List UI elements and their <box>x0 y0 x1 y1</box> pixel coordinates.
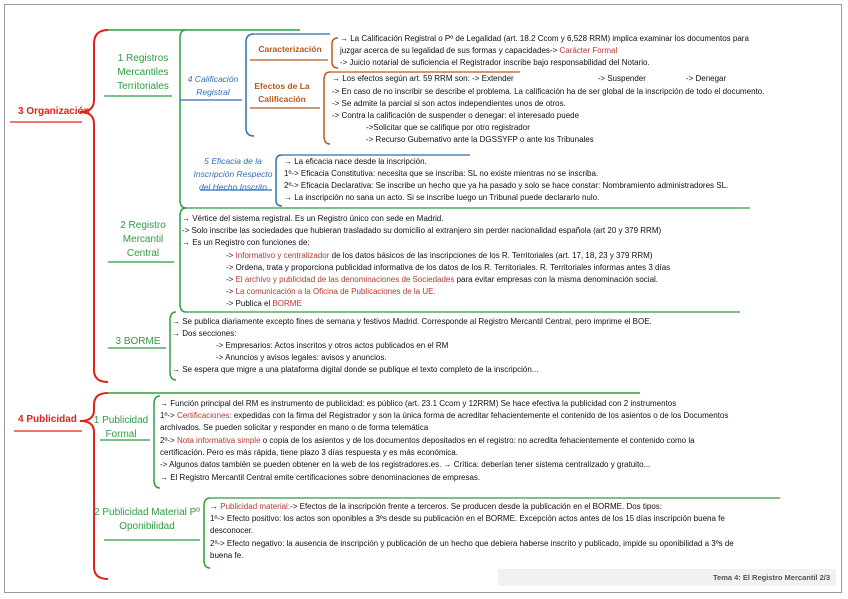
borme-line: → Dos secciones: <box>172 329 237 338</box>
caracterizacion-line: -> Juicio notarial de suficiencia el Registrador inscribe bajo responsabilidad del Notario. <box>340 58 650 67</box>
borme-line: → Se publica diariamente excepto fines de semana y festivos Madrid. Corresponde al Registro Mercantil Central, pero imprime el BOE. <box>172 317 652 326</box>
section-publicidad: 4 Publicidad <box>18 414 77 425</box>
node-publicidad-formal: 1 Publicidad Formal <box>93 415 149 440</box>
formal-line: -> Algunos datos también se pueden obtener en la web de los registradores.es. → Crítica: deberían tener sistema centralizado y gratuito... <box>160 460 651 469</box>
efectos-line: -> En caso de no inscribir se describe el problema. La calificación ha de ser global de la inscripción de todo el documento. <box>332 87 765 96</box>
node-caracterizacion: Caracterización <box>258 44 322 54</box>
central-line: -> El archivo y publicidad de las denominaciones de Sociedades para evitar empresas con la misma denominación social. <box>226 275 659 284</box>
central-line: → Es un Registro con funciones de: <box>182 238 310 247</box>
footer-page-label: Tema 4: El Registro Mercantil 2/3 <box>498 569 836 586</box>
material-line: desconocer. <box>210 526 254 535</box>
caracterizacion-line: juzgar acerca de su legalidad de sus formas y capacidades-> Carácter Formal <box>340 46 618 55</box>
formal-line: archivados. Se pueden solicitar y responder en mano o de forma telemática <box>160 423 429 432</box>
eficacia-line: → La inscripción no sana un acto. Si se inscribe luego un Tribunal puede declararlo nulo. <box>284 193 600 202</box>
node-borme: 3 BORME <box>115 336 161 347</box>
formal-line: 1º-> Certificaciones: expedidas con la firma del Registrador y son la única forma de acreditar fehacientemente el contenido de los asientos o de los Documentos <box>160 411 729 420</box>
efectos-line: ->Solicitar que se califique por otro registrador <box>366 123 530 132</box>
efectos-line: -> Contra la calificación de suspender o denegar: el interesado puede <box>332 111 580 120</box>
section-organizacion: 3 Organización <box>18 106 90 117</box>
node-publicidad-material: 2 Publicidad Material Pº Oponibilidad <box>94 507 200 532</box>
efectos-line: -> Recurso Gubernativo ante la DGSSYFP o ante los Tribunales <box>366 135 594 144</box>
caracterizacion-line: → La Calificación Registral o Pº de Legalidad (art. 18.2 Ccom y 6,528 RRM) implica examinar los documentos para <box>340 34 749 43</box>
formal-line: certificación. Pero es más rápida, tiene plazo 3 días respuesta y es más económica. <box>160 448 458 457</box>
material-line: 1º-> Efecto positivo: los actos son oponibles a 3ºs desde su publicación en el BORME. Excepción actos antes de los 15 días inscripción buena fe <box>210 514 725 523</box>
node-calificacion-registral: 4 Calificación Registral <box>187 74 239 97</box>
eficacia-line: 2º-> Eficacia Declarativa: Se inscribe un hecho que ya ha pasado y solo se hace constar: Nombramiento administradores SL. <box>284 181 729 190</box>
central-line: -> Ordena, trata y proporciona publicidad informativa de los datos de los R. Territoriales. R. Territoriales informas antes 3 días <box>226 263 671 272</box>
material-line: 2º-> Efecto negativo: la ausencia de inscripción y publicación de un hecho que debiera haberse inscrito y publicado, impide su oponibilidad a 3ºs de <box>210 539 734 548</box>
central-line: -> Informativo y centralizador de los datos básicos de las inscripciones de los R. Territoriales (art. 17, 18, 23 y 379 RRM) <box>226 251 653 260</box>
material-line: buena fe. <box>210 551 244 560</box>
borme-line: → Se espera que migre a una plataforma digital donde se publique el texto completo de la inscripción... <box>172 365 539 374</box>
eficacia-line: → La eficacia nace desde la inscripción. <box>284 157 427 166</box>
material-line: → Publicidad material:-> Efectos de la inscripción frente a terceros. Se producen desde la publicación en el BORME. Dos tipos: <box>210 502 663 511</box>
central-line: -> Solo inscribe las sociedades que hubieran trasladado su domicilio al extranjero sin perder nacionalidad española (art 20 y 379 RRM) <box>182 226 662 235</box>
eficacia-line: 1º-> Eficacia Constitutiva: necesita que se inscriba: SL no existe mientras no se inscriba. <box>284 169 599 178</box>
borme-line: -> Anuncios y avisos legales: avisos y anuncios. <box>216 353 387 362</box>
node-eficacia-inscripcion: 5 Eficacia de la Inscripción Respecto del Hecho Inscrito <box>193 156 273 192</box>
formal-line: → Función principal del RM es instrumento de publicidad: es público (art. 23.1 Ccom y 12RRM) Se hace efectiva la publicidad con 2 instrumentos <box>160 399 677 408</box>
borme-line: -> Empresarios: Actos inscritos y otros actos publicados en el RM <box>216 341 449 350</box>
node-efectos-calificacion: Efectos de La Calificación <box>254 81 310 104</box>
formal-line: 2º-> Nota informativa simple o copia de los asientos y de los documentos depositados en el registro: no acredita fehacientemente el contenido como la <box>160 436 695 445</box>
central-line: → Vértice del sistema registral. Es un Registro único con sede en Madrid. <box>182 214 444 223</box>
efectos-line: -> Se admite la parcial si son actos independientes unos de otros. <box>332 99 566 108</box>
central-line: -> La comunicación a la Oficina de Publicaciones de la UE. <box>226 287 436 296</box>
efectos-line: → Los efectos según art. 59 RRM son: -> Extender -> Suspender -> Denegar <box>332 74 727 83</box>
node-rm-territoriales: 1 Registros Mercantiles Territoriales <box>117 53 169 92</box>
central-line: -> Publica el BORME <box>226 299 302 308</box>
caracter-formal-highlight: Carácter Formal <box>559 46 618 55</box>
node-rm-central: 2 Registro Mercantil Central <box>120 220 166 259</box>
formal-line: → El Registro Mercantil Central emite certificaciones sobre denominaciones de empresas. <box>160 473 481 482</box>
